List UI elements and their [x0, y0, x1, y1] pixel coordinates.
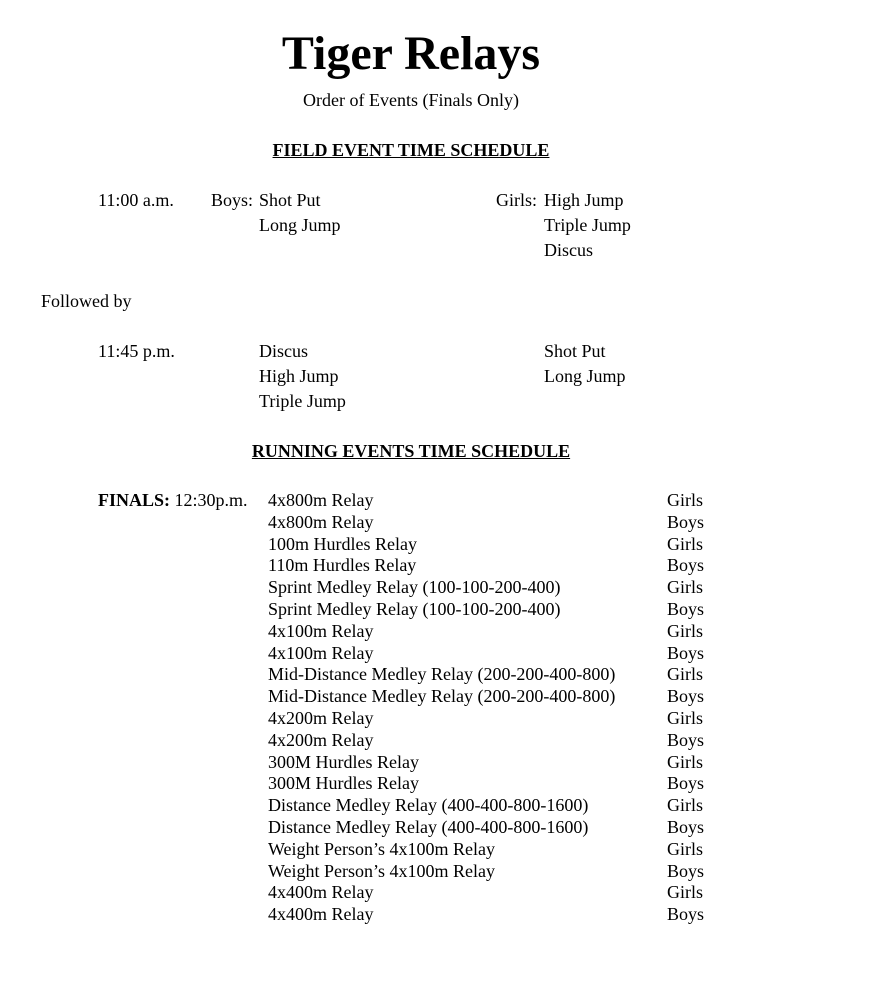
first-session-time: 11:00 a.m.: [98, 190, 174, 210]
field-event: Long Jump: [259, 215, 341, 235]
running-event-name: 300M Hurdles Relay: [268, 751, 419, 772]
field-event: Discus: [259, 341, 308, 361]
running-event-name: Weight Person’s 4x100m Relay: [268, 860, 496, 881]
running-event-gender: Boys: [667, 816, 705, 837]
running-event-name: Sprint Medley Relay (100-100-200-400): [268, 577, 561, 598]
running-event-name: 4x100m Relay: [268, 642, 374, 663]
running-event-name: Distance Medley Relay (400-400-800-1600): [268, 795, 589, 816]
running-event-name: 100m Hurdles Relay: [268, 533, 417, 554]
running-event-gender: Boys: [667, 511, 705, 532]
running-event-gender: Girls: [667, 664, 703, 685]
running-event-name: 4x200m Relay: [268, 729, 374, 750]
field-event: High Jump: [259, 366, 339, 386]
running-event-gender: Girls: [667, 620, 703, 641]
running-event-name: Distance Medley Relay (400-400-800-1600): [268, 816, 589, 837]
running-event-gender: Boys: [667, 773, 705, 794]
running-event-gender: Girls: [667, 795, 703, 816]
running-event-gender: Girls: [667, 882, 703, 903]
running-event-gender: Girls: [667, 751, 703, 772]
running-event-gender: Girls: [667, 838, 703, 859]
running-events-gender-list: [667, 490, 704, 926]
second-session-girls-events: [544, 339, 626, 389]
followed-by-text: Followed by: [41, 291, 132, 311]
running-event-name: Mid-Distance Medley Relay (200-200-400-800): [268, 664, 616, 685]
running-event-name: 4x400m Relay: [268, 882, 374, 903]
running-event-gender: Boys: [667, 860, 705, 881]
field-event: Triple Jump: [544, 215, 631, 235]
running-event-gender: Boys: [667, 904, 705, 925]
running-event-gender: Boys: [667, 642, 705, 663]
running-event-name: Weight Person’s 4x100m Relay: [268, 838, 496, 859]
page-subtitle: Order of Events (Finals Only): [303, 90, 519, 110]
field-event: Discus: [544, 240, 593, 260]
running-event-gender: Girls: [667, 490, 703, 510]
finals-time: 12:30p.m.: [174, 490, 248, 510]
running-event-name: 4x800m Relay: [268, 490, 374, 510]
page-title: Tiger Relays: [281, 27, 541, 80]
running-event-name: 300M Hurdles Relay: [268, 773, 419, 794]
running-event-gender: Boys: [667, 686, 705, 707]
running-event-gender: Girls: [667, 707, 703, 728]
running-event-name: Mid-Distance Medley Relay (200-200-400-800): [268, 686, 616, 707]
running-events-heading: RUNNING EVENTS TIME SCHEDULE: [251, 441, 571, 461]
field-event: Shot Put: [259, 190, 321, 210]
running-event-gender: Girls: [667, 533, 703, 554]
second-session-time: 11:45 p.m.: [98, 341, 175, 361]
running-event-name: 4x400m Relay: [268, 904, 374, 925]
finals-label: FINALS:: [98, 490, 171, 510]
running-event-name: 4x100m Relay: [268, 620, 374, 641]
first-session-boys-events: [259, 188, 341, 238]
field-event: Long Jump: [544, 366, 626, 386]
running-event-gender: Girls: [667, 577, 703, 598]
first-session-girls-label: Girls:: [496, 190, 538, 210]
first-session-boys-label: Boys:: [211, 190, 254, 210]
second-session-boys-events: [259, 339, 346, 414]
field-event: High Jump: [544, 190, 624, 210]
field-events-heading: FIELD EVENT TIME SCHEDULE: [272, 140, 550, 160]
running-event-name: 4x200m Relay: [268, 707, 374, 728]
running-events-list: [268, 490, 615, 926]
running-event-name: Sprint Medley Relay (100-100-200-400): [268, 598, 561, 619]
running-event-name: 4x800m Relay: [268, 511, 374, 532]
finals-label-group: [98, 490, 248, 512]
first-session-girls-events: [544, 188, 631, 263]
field-event: Shot Put: [544, 341, 606, 361]
field-event: Triple Jump: [259, 391, 346, 411]
running-event-gender: Boys: [667, 729, 705, 750]
running-event-gender: Boys: [667, 555, 705, 576]
running-event-name: 110m Hurdles Relay: [268, 555, 417, 576]
running-event-gender: Boys: [667, 598, 705, 619]
